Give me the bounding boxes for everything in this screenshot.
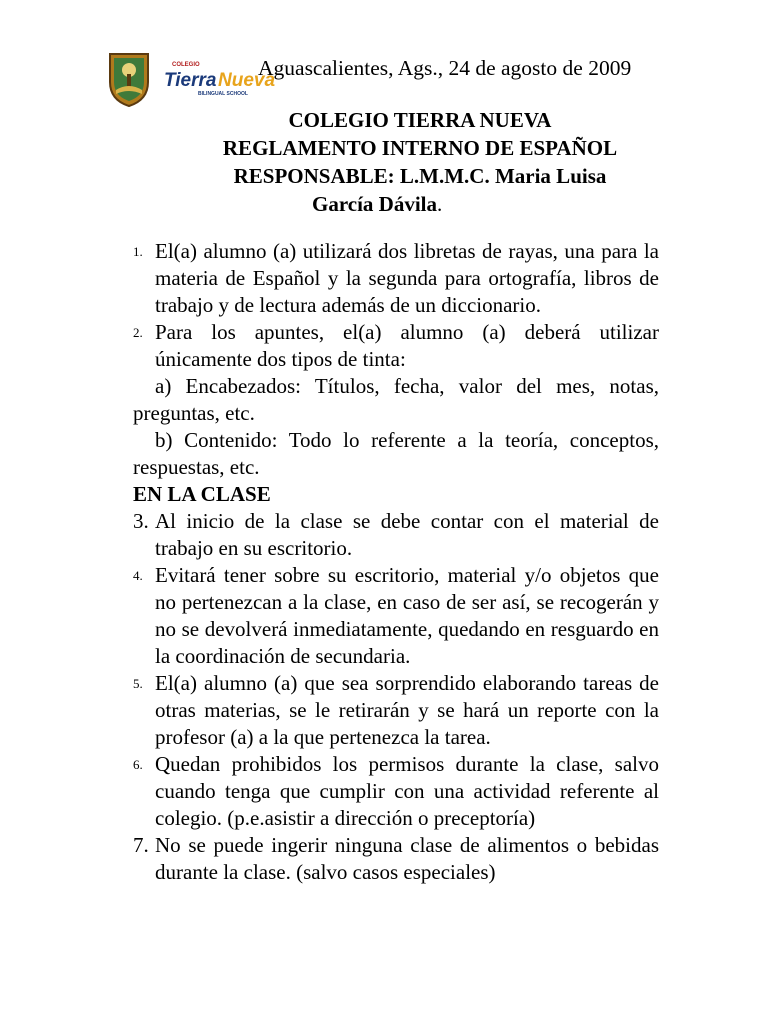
rule-number: 7. (133, 833, 149, 857)
rule-item (133, 832, 659, 886)
rule-item (133, 508, 659, 562)
logo-name-part1: Tierra (164, 70, 217, 91)
title-period: . (437, 192, 443, 216)
rule-text: El(a) alumno (a) utilizará dos libretas de rayas, una para la materia de Español y la segunda para ortografía, libros de trabajo y de lectura además de un diccionario. (155, 239, 659, 317)
rule-number: 4. (133, 568, 143, 583)
rule-text: El(a) alumno (a) que sea sorprendido elaborando tareas de otras materias, se le retirarán y se hará un reporte con la profesor (a) a la que pertenezca la tarea. (155, 671, 659, 749)
rule-item (133, 670, 659, 751)
rule-number: 3. (133, 509, 149, 533)
logo-small-text: COLEGIO (172, 62, 200, 68)
document-title (190, 106, 650, 218)
rule-number: 2. (133, 325, 143, 340)
sub-item: a) Encabezados: Títulos, fecha, valor del mes, notas, preguntas, etc. (133, 374, 659, 425)
rules-body (133, 238, 659, 886)
title-line-3: RESPONSABLE: L.M.M.C. Maria Luisa (233, 164, 607, 188)
rule-text: Al inicio de la clase se debe contar con el material de trabajo en su escritorio. (155, 509, 659, 560)
rule-number: 6. (133, 757, 143, 772)
date-line: Aguascalientes, Ags., 24 de agosto de 2009 (258, 56, 632, 80)
rule-text: No se puede ingerir ninguna clase de alimentos o bebidas durante la clase. (salvo casos especiales) (155, 833, 659, 884)
rule-number: 5. (133, 676, 143, 691)
rule-item (133, 238, 659, 319)
rule-item (133, 751, 659, 832)
title-line-1: COLEGIO TIERRA NUEVA (288, 108, 552, 132)
rule-item (133, 319, 659, 373)
logo-name-part2: Nueva (218, 70, 276, 91)
title-line-2: REGLAMENTO INTERNO DE ESPAÑOL (222, 136, 618, 160)
sub-item: b) Contenido: Todo lo referente a la teoría, conceptos, respuestas, etc. (133, 428, 659, 479)
rule-number: 1. (133, 244, 143, 259)
rule-item (133, 562, 659, 670)
title-line-4 (190, 190, 650, 218)
logo-tagline: BILINGUAL SCHOOL (198, 91, 248, 97)
rule-text: Evitará tener sobre su escritorio, material y/o objetos que no pertenezcan a la clase, en caso de ser así, se recogerán y no se devolverá inmediatamente, quedando en resguardo en la coordinación de secundaria. (155, 563, 659, 668)
section-heading: EN LA CLASE (133, 482, 271, 506)
responsible-surname: García Dávila (312, 192, 438, 216)
rule-text: Para los apuntes, el(a) alumno (a) deberá utilizar únicamente dos tipos de tinta: (155, 320, 659, 371)
rule-text: Quedan prohibidos los permisos durante la clase, salvo cuando tenga que cumplir con una actividad referente al colegio. (p.e.asistir a dirección o preceptoría) (155, 752, 659, 830)
